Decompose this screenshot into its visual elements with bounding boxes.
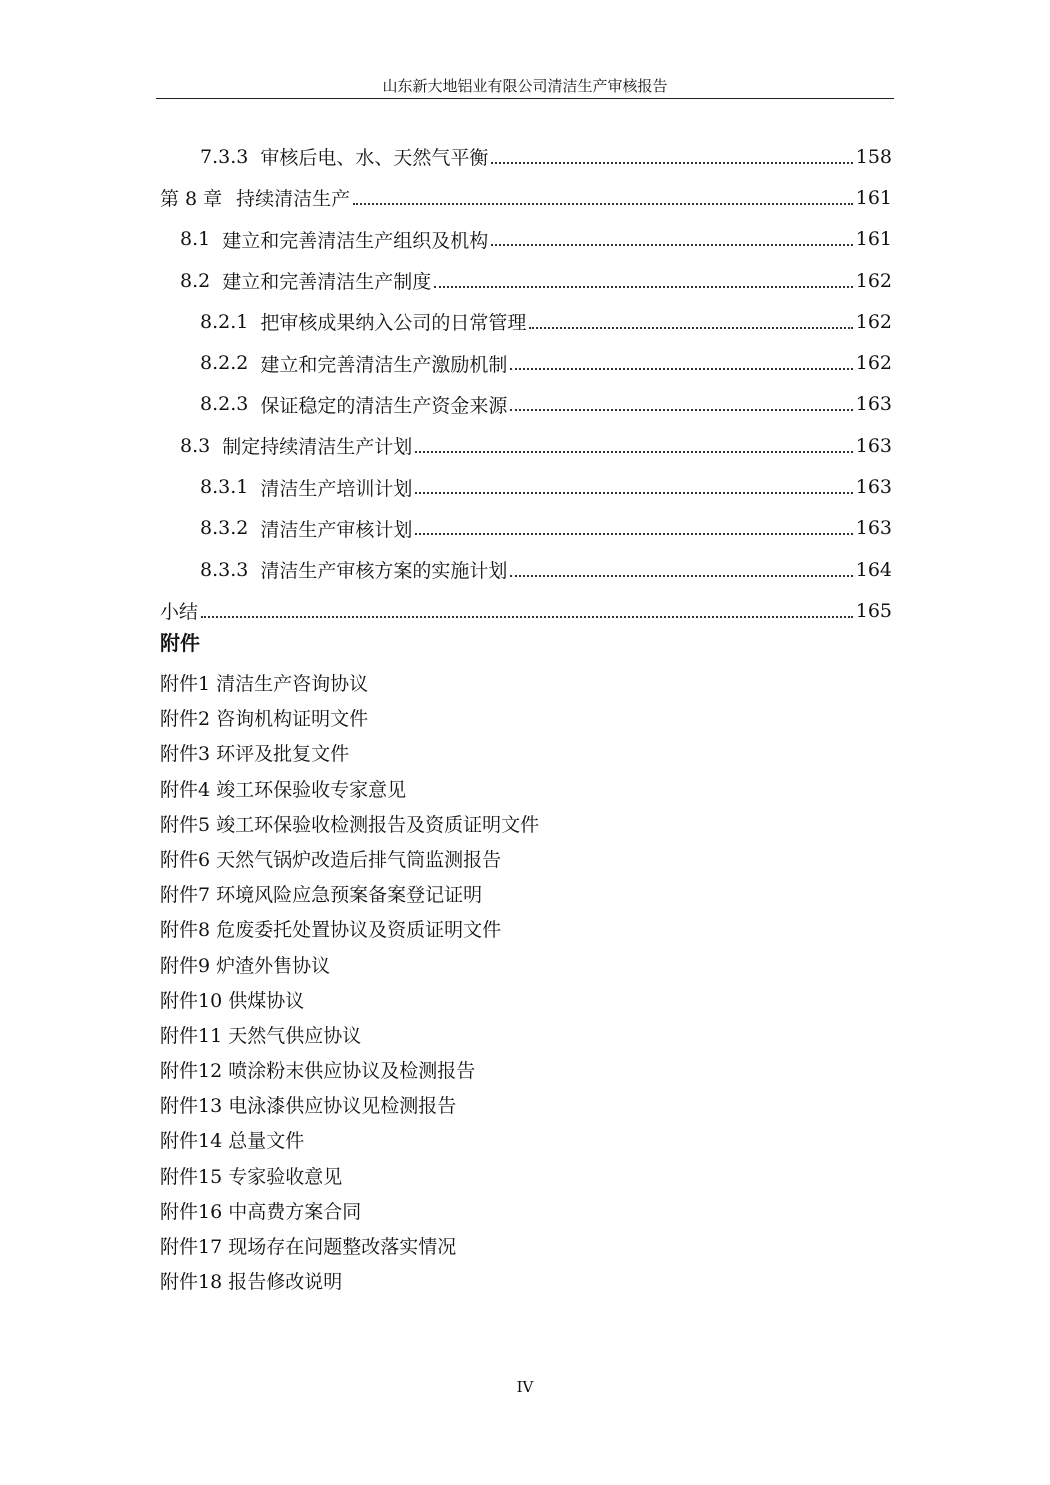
toc-entry-page: 163	[855, 517, 892, 540]
toc-entry[interactable]	[160, 549, 892, 590]
annex-item-number: 附件8	[160, 919, 211, 942]
page-header: 山东新大地铝业有限公司清洁生产审核报告	[156, 74, 894, 99]
annex-item-title: 报告修改说明	[228, 1271, 343, 1294]
annex-item-number: 附件14	[160, 1130, 223, 1153]
toc-entry-number: 8.2.3	[200, 393, 249, 416]
annex-item-title: 咨询机构证明文件	[216, 708, 369, 731]
toc-entry-title: 清洁生产审核方案的实施计划	[260, 560, 508, 583]
annex-item-number: 附件7	[160, 884, 211, 907]
annex-item-title: 喷涂粉末供应协议及检测报告	[228, 1060, 476, 1083]
annex-item-number: 附件18	[160, 1271, 223, 1294]
toc-dot-leader	[510, 575, 852, 577]
toc-entry-number: 8.2.2	[200, 352, 249, 375]
annex-item	[160, 737, 860, 772]
toc-entry[interactable]	[160, 136, 892, 177]
toc-entry-number: 8.3.2	[200, 517, 249, 540]
annex-item-number: 附件1	[160, 673, 211, 695]
annex-item-title: 清洁生产咨询协议	[216, 673, 369, 695]
annex-item-title: 专家验收意见	[228, 1165, 343, 1188]
toc-entry-title: 清洁生产审核计划	[260, 518, 413, 541]
annex-item	[160, 773, 860, 808]
toc-entry-title: 持续清洁生产	[236, 188, 351, 211]
annex-item	[160, 984, 860, 1019]
page-number: IV	[516, 1378, 534, 1396]
annex-item-number: 附件17	[160, 1236, 223, 1258]
toc-dot-leader	[434, 286, 853, 288]
toc-dot-leader	[510, 368, 852, 370]
annex-item-number: 附件12	[160, 1060, 223, 1083]
annex-item-title: 天然气锅炉改造后排气筒监测报告	[216, 848, 502, 871]
annex-item	[160, 667, 860, 702]
toc-entry-page: 162	[855, 352, 892, 375]
annex-item	[160, 702, 860, 737]
toc-entry-title: 把审核成果纳入公司的日常管理	[260, 312, 527, 335]
toc-entry-number: 8.2	[180, 269, 211, 292]
toc-entry-number: 8.3	[180, 434, 211, 457]
toc-entry[interactable]	[160, 590, 892, 631]
toc-entry-title: 建立和完善清洁生产组织及机构	[222, 229, 489, 252]
annex-item	[160, 1265, 860, 1300]
toc-entry[interactable]	[160, 342, 892, 383]
toc-entry-number: 7.3.3	[200, 145, 249, 168]
annex-item	[160, 1160, 860, 1195]
toc-entry-page: 162	[855, 310, 892, 333]
annex-item-title: 危废委托处置协议及资质证明文件	[216, 919, 502, 942]
toc-entry-number: 8.3.3	[200, 558, 249, 581]
annex-item-title: 供煤协议	[228, 989, 305, 1012]
toc-entry-page: 165	[855, 599, 892, 622]
annex-item	[160, 1019, 860, 1054]
toc-entry-page: 162	[855, 269, 892, 292]
annex-item-number: 附件9	[160, 954, 211, 977]
toc-entry-number: 第 8 章	[160, 188, 223, 211]
annex-item-title: 中高费方案合同	[228, 1200, 362, 1223]
toc-entry-title: 建立和完善清洁生产激励机制	[260, 353, 508, 376]
annex-item-title: 竣工环保验收专家意见	[216, 778, 407, 801]
annex-item	[160, 913, 860, 948]
annex-item	[160, 1195, 860, 1230]
toc-entry-title: 制定持续清洁生产计划	[222, 436, 413, 459]
toc-entry-title: 审核后电、水、天然气平衡	[260, 147, 489, 170]
annex-item-number: 附件10	[160, 989, 223, 1012]
annex-item	[160, 878, 860, 913]
toc-entry[interactable]	[160, 301, 892, 342]
table-of-contents	[160, 136, 892, 632]
annex-item-number: 附件6	[160, 848, 211, 871]
toc-dot-leader	[353, 203, 853, 205]
annex-item-title: 环境风险应急预案备案登记证明	[216, 884, 483, 907]
annex-item-title: 总量文件	[228, 1130, 305, 1153]
toc-entry-title: 小结	[160, 601, 199, 624]
toc-entry[interactable]	[160, 260, 892, 301]
annex-item-title: 现场存在问题整改落实情况	[228, 1236, 457, 1258]
toc-entry[interactable]	[160, 384, 892, 425]
toc-entry-page: 163	[855, 393, 892, 416]
toc-entry[interactable]	[160, 425, 892, 466]
toc-entry-number: 8.2.1	[200, 310, 249, 333]
annex-item	[160, 949, 860, 984]
annex-item-number: 附件3	[160, 743, 211, 766]
toc-dot-leader	[510, 409, 852, 411]
annex-item-number: 附件16	[160, 1200, 223, 1223]
annex-item-number: 附件5	[160, 813, 211, 836]
toc-entry[interactable]	[160, 219, 892, 260]
annex-item-title: 环评及批复文件	[216, 743, 350, 766]
annex-item	[160, 1124, 860, 1159]
annex-heading: 附件	[160, 631, 200, 655]
annex-item-number: 附件2	[160, 708, 211, 731]
toc-dot-leader	[415, 492, 852, 494]
toc-entry[interactable]	[160, 177, 892, 218]
annex-item	[160, 1089, 860, 1124]
annex-item-number: 附件11	[160, 1024, 223, 1047]
toc-entry-page: 161	[855, 228, 892, 251]
toc-entry-page: 163	[855, 434, 892, 457]
toc-entry-number: 8.3.1	[200, 476, 249, 499]
toc-entry-page: 158	[855, 145, 892, 168]
toc-entry-page: 161	[855, 186, 892, 209]
annex-item-number: 附件4	[160, 778, 211, 801]
toc-dot-leader	[491, 244, 853, 246]
annex-item-number: 附件15	[160, 1165, 223, 1188]
toc-dot-leader	[201, 616, 853, 618]
toc-entry-page: 163	[855, 476, 892, 499]
toc-entry-number: 8.1	[180, 228, 211, 251]
toc-entry-title: 清洁生产培训计划	[260, 477, 413, 500]
annex-item	[160, 843, 860, 878]
annex-item-title: 电泳漆供应协议见检测报告	[228, 1095, 457, 1118]
annex-item	[160, 1230, 860, 1265]
toc-dot-leader	[415, 533, 852, 535]
toc-dot-leader	[491, 162, 852, 164]
annex-item-number: 附件13	[160, 1095, 223, 1118]
annex-item	[160, 1054, 860, 1089]
annex-item-title: 竣工环保验收检测报告及资质证明文件	[216, 813, 540, 836]
toc-entry[interactable]	[160, 466, 892, 507]
toc-entry[interactable]	[160, 508, 892, 549]
toc-entry-title: 保证稳定的清洁生产资金来源	[260, 394, 508, 417]
toc-entry-page: 164	[855, 558, 892, 581]
toc-dot-leader	[415, 451, 853, 453]
toc-entry-title: 建立和完善清洁生产制度	[222, 271, 432, 294]
annex-item-title: 天然气供应协议	[228, 1024, 362, 1047]
annex-item-title: 炉渣外售协议	[216, 954, 331, 977]
annex-list	[160, 667, 860, 1300]
annex-item	[160, 808, 860, 843]
toc-dot-leader	[529, 327, 852, 329]
